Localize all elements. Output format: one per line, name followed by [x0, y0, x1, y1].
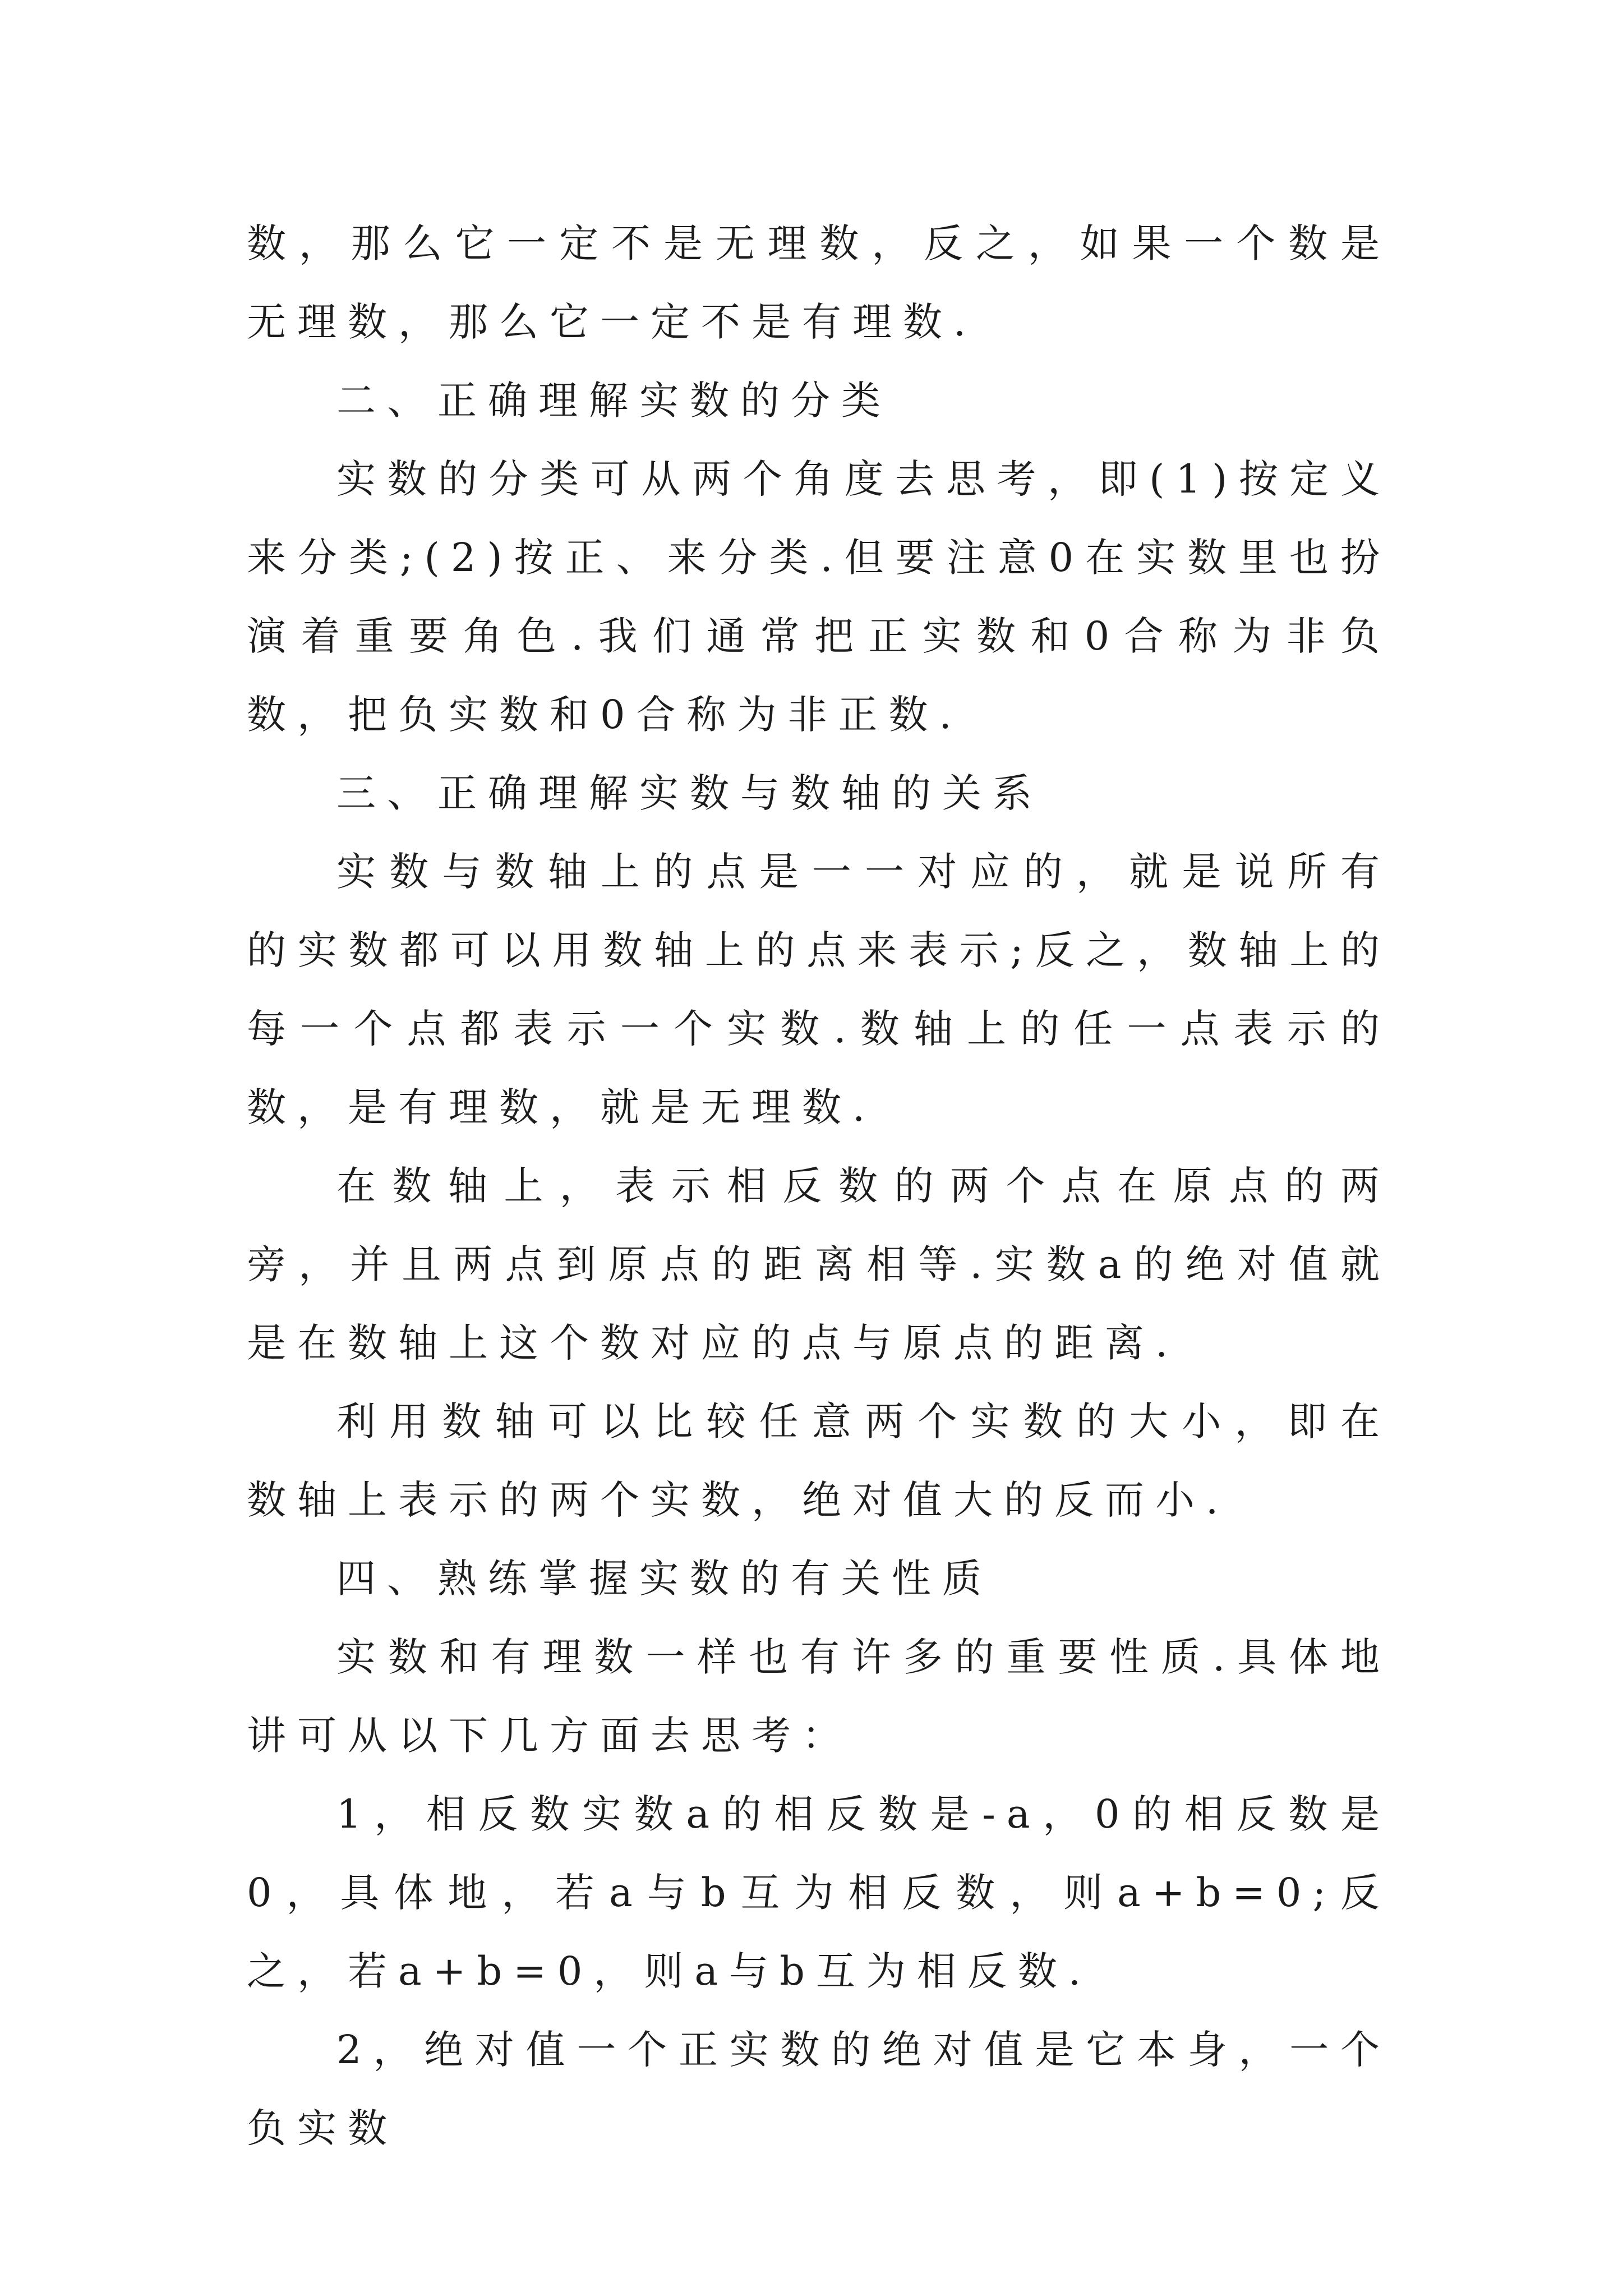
paragraph-continued: 数，那么它一定不是无理数，反之，如果一个数是无理数，那么它一定不是有理数. [247, 220, 1391, 345]
paragraph-number-line-correspondence: 实数与数轴上的点是一一对应的，就是说所有的实数都可以用数轴上的点来表示;反之，数轴上的每一个点都表示一个实数.数轴上的任一点表示的数，是有理数，就是无理数. [247, 849, 1391, 1130]
section-heading-classification: 二、正确理解实数的分类 [336, 378, 892, 424]
paragraph-number-line-opposites: 在数轴上，表示相反数的两个点在原点的两旁，并且两点到原点的距离相等.实数a的绝对值就是在数轴上这个数对应的点与原点的距离. [247, 1163, 1391, 1366]
section-heading-number-line: 三、正确理解实数与数轴的关系 [336, 770, 1043, 816]
document-body [247, 204, 1391, 2168]
paragraph-property-absolute-value: 2，绝对值一个正实数的绝对值是它本身，一个负实数 [247, 2027, 1391, 2151]
paragraph-properties-intro: 实数和有理数一样也有许多的重要性质.具体地讲可从以下几方面去思考： [247, 1634, 1391, 1759]
paragraph-number-line-compare: 利用数轴可以比较任意两个实数的大小，即在数轴上表示的两个实数，绝对值大的反而小. [247, 1398, 1391, 1523]
paragraph-property-opposite: 1，相反数实数a的相反数是-a，0的相反数是0，具体地，若a与b互为相反数，则a+b=0;反之，若a+b=0，则a与b互为相反数. [247, 1791, 1391, 1994]
section-heading-properties: 四、熟练掌握实数的有关性质 [336, 1556, 993, 1602]
paragraph-classification: 实数的分类可从两个角度去思考，即(1)按定义来分类;(2)按正、来分类.但要注意0在实数里也扮演着重要角色.我们通常把正实数和0合称为非负数，把负实数和0合称为非正数. [247, 456, 1391, 738]
